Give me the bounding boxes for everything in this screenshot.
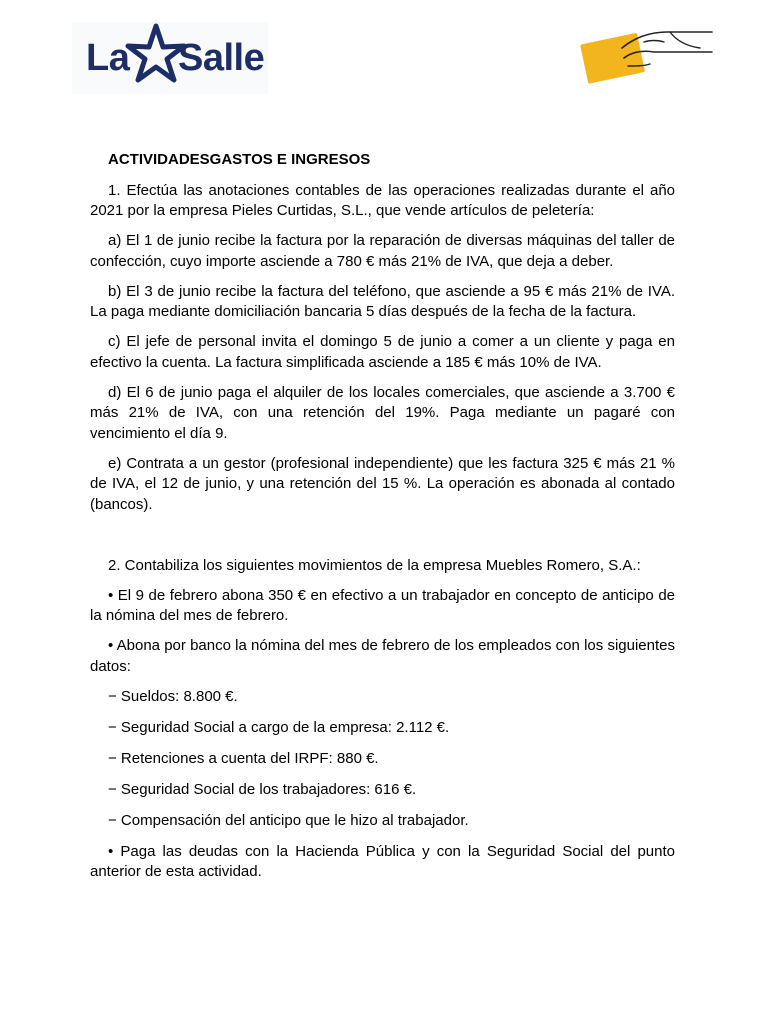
logo-text-salle: Salle	[178, 37, 265, 79]
exercise-2-detail-1: − Sueldos: 8.800 €.	[108, 687, 238, 705]
exercise-1-intro: 1. Efectúa las anotaciones contables de las operaciones realizadas durante el año 2021 por la empresa Pieles Curtidas, S.L., que vende artículos de peletería:	[90, 181, 675, 219]
document-body	[90, 150, 675, 892]
hand-holding-card-icon	[574, 22, 714, 88]
exercise-2-detail-3: − Retenciones a cuenta del IRPF: 880 €.	[108, 749, 379, 767]
logo-text-la: La	[86, 37, 130, 79]
exercise-2-bullet-1: • El 9 de febrero abona 350 € en efectivo a un trabajador en concepto de anticipo de la nómina del mes de febrero.	[90, 586, 675, 624]
exercise-2-intro: 2. Contabiliza los siguientes movimientos de la empresa Muebles Romero, S.A.:	[108, 556, 641, 574]
exercise-1-item-d: d) El 6 de junio paga el alquiler de los locales comerciales, que asciende a 3.700 € más 21% de IVA, con una retención del 19%. Paga mediante un pagaré con vencimiento el día 9.	[90, 383, 675, 442]
document-title: ACTIVIDADESGASTOS E INGRESOS	[108, 151, 371, 168]
exercise-1-item-b: b) El 3 de junio recibe la factura del teléfono, que asciende a 95 € más 21% de IVA. La paga mediante domiciliación bancaria 5 días después de la fecha de la factura.	[90, 282, 675, 320]
la-salle-logo	[72, 22, 268, 94]
exercise-2-detail-4: − Seguridad Social de los trabajadores: 616 €.	[108, 780, 417, 798]
exercise-2-detail-2: − Seguridad Social a cargo de la empresa: 2.112 €.	[108, 718, 450, 736]
exercise-2-bullet-2: • Abona por banco la nómina del mes de febrero de los empleados con los siguientes datos:	[90, 637, 675, 675]
exercise-2-bullet-3: • Paga las deudas con la Hacienda Pública y con la Seguridad Social del punto anterior de esta actividad.	[90, 842, 675, 880]
section-spacer	[90, 525, 675, 556]
exercise-1-item-a: a) El 1 de junio recibe la factura por la reparación de diversas máquinas del taller de confección, cuyo importe asciende a 780 € más 21% de IVA, que deja a deber.	[90, 232, 675, 270]
exercise-1-item-e: e) Contrata a un gestor (profesional independiente) que les factura 325 € más 21 % de IVA, el 12 de junio, y una retención del 15 %. La operación es abonada al contado (bancos).	[90, 454, 675, 513]
exercise-1-item-c: c) El jefe de personal invita el domingo 5 de junio a comer a un cliente y paga en efectivo la cuenta. La factura simplificada asciende a 185 € más 10% de IVA.	[90, 333, 675, 371]
exercise-2-detail-5: − Compensación del anticipo que le hizo al trabajador.	[108, 811, 469, 829]
